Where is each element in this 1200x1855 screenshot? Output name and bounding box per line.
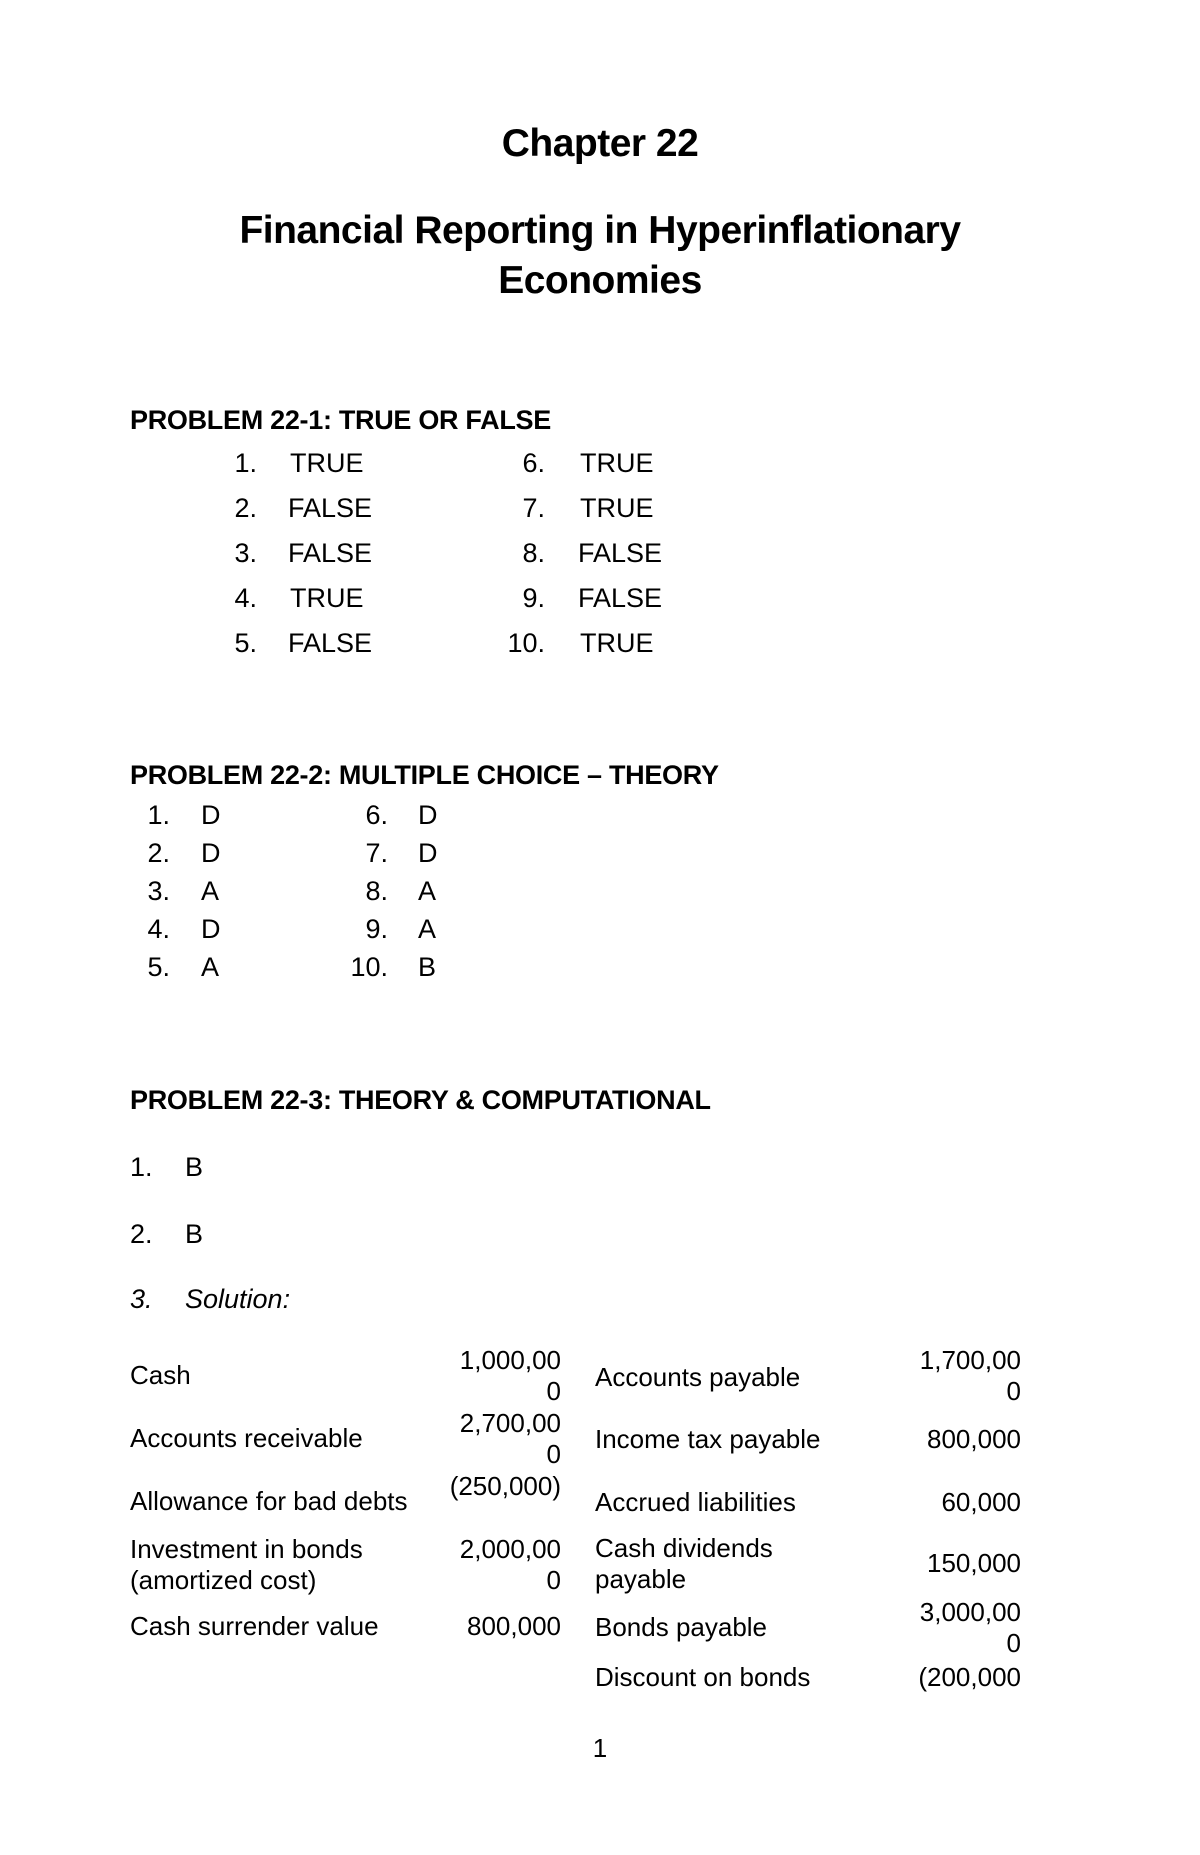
table-amount: 3,000,000 xyxy=(919,1597,1021,1658)
item-answer: A xyxy=(201,876,220,906)
list-item xyxy=(0,914,1200,954)
chapter-title: Chapter 22 xyxy=(501,122,699,165)
item-answer: B xyxy=(185,1219,204,1249)
item-number: 3. xyxy=(234,538,257,568)
item-number: 8. xyxy=(522,538,545,568)
item-number: 3. xyxy=(147,876,170,906)
list-item xyxy=(0,493,1200,533)
item-number: 3. xyxy=(130,1284,153,1314)
item-answer: D xyxy=(418,838,438,868)
item-answer: A xyxy=(418,914,437,944)
title-line-1: Financial Reporting in Hyperinflationary xyxy=(239,209,961,252)
table-label: Cash dividends payable xyxy=(595,1533,773,1594)
item-number: 10. xyxy=(350,952,388,982)
list-item xyxy=(0,628,1200,668)
item-number: 7. xyxy=(365,838,388,868)
item-answer: D xyxy=(418,800,438,830)
table-label: Bonds payable xyxy=(595,1612,768,1642)
list-item xyxy=(0,800,1200,840)
table-label: Income tax payable xyxy=(595,1424,821,1454)
table-amount: 150,000 xyxy=(927,1548,1021,1578)
table-amount: 1,700,000 xyxy=(919,1345,1021,1406)
table-label: Accounts payable xyxy=(595,1362,801,1392)
list-item xyxy=(0,838,1200,878)
table-label: Accrued liabilities xyxy=(595,1487,796,1517)
item-number: 2. xyxy=(130,1219,153,1249)
item-number: 6. xyxy=(522,448,545,478)
item-number: 6. xyxy=(365,800,388,830)
item-number: 1. xyxy=(130,1152,153,1182)
item-answer: FALSE xyxy=(288,538,373,568)
table-amount: 2,000,000 xyxy=(459,1534,561,1595)
table-label: Discount on bonds xyxy=(595,1662,811,1692)
table-amount: 60,000 xyxy=(941,1487,1021,1517)
item-number: 2. xyxy=(234,493,257,523)
item-answer: FALSE xyxy=(288,493,373,523)
problem-3-heading: PROBLEM 22-3: THEORY & COMPUTATIONAL xyxy=(130,1085,711,1115)
table-amount: 2,700,000 xyxy=(459,1408,561,1469)
item-number: 2. xyxy=(147,838,170,868)
problem-2-heading: PROBLEM 22-2: MULTIPLE CHOICE – THEORY xyxy=(130,760,719,790)
item-answer: TRUE xyxy=(580,493,654,523)
item-number: 4. xyxy=(234,583,257,613)
item-answer: D xyxy=(201,800,221,830)
item-number: 7. xyxy=(522,493,545,523)
table-amount: 800,000 xyxy=(467,1611,561,1641)
item-answer: FALSE xyxy=(288,628,373,658)
item-number: 5. xyxy=(147,952,170,982)
problem-1-heading: PROBLEM 22-1: TRUE OR FALSE xyxy=(130,405,551,435)
document-title xyxy=(0,206,1200,306)
item-answer: TRUE xyxy=(290,448,364,478)
table-label: Accounts receivable xyxy=(130,1423,363,1453)
item-number: 5. xyxy=(234,628,257,658)
item-answer: FALSE xyxy=(578,583,663,613)
list-item xyxy=(0,583,1200,623)
item-number: 10. xyxy=(507,628,545,658)
table-amount: 1,000,000 xyxy=(459,1345,561,1406)
item-answer: B xyxy=(418,952,437,982)
solution-label: Solution: xyxy=(185,1284,291,1314)
item-answer: TRUE xyxy=(290,583,364,613)
item-number: 1. xyxy=(147,800,170,830)
table-label: Allowance for bad debts xyxy=(130,1486,408,1516)
list-item xyxy=(0,876,1200,916)
item-answer: A xyxy=(201,952,220,982)
item-answer: FALSE xyxy=(578,538,663,568)
table-amount: (200,000 xyxy=(918,1662,1021,1692)
table-amount: (250,000) xyxy=(449,1471,561,1501)
item-number: 9. xyxy=(522,583,545,613)
table-label: Investment in bonds (amortized cost) xyxy=(130,1534,363,1595)
item-number: 9. xyxy=(365,914,388,944)
table-label: Cash xyxy=(130,1360,191,1390)
item-answer: A xyxy=(418,876,437,906)
table-amount: 800,000 xyxy=(927,1424,1021,1454)
page-number: 1 xyxy=(592,1733,608,1763)
item-answer: TRUE xyxy=(580,628,654,658)
list-item xyxy=(0,952,1200,992)
item-number: 8. xyxy=(365,876,388,906)
list-item xyxy=(0,538,1200,578)
item-answer: D xyxy=(201,914,221,944)
list-item xyxy=(0,448,1200,488)
item-answer: B xyxy=(185,1152,204,1182)
item-answer: TRUE xyxy=(580,448,654,478)
title-line-2: Economies xyxy=(498,259,702,302)
item-number: 1. xyxy=(234,448,257,478)
item-number: 4. xyxy=(147,914,170,944)
item-answer: D xyxy=(201,838,221,868)
table-label: Cash surrender value xyxy=(130,1611,379,1641)
